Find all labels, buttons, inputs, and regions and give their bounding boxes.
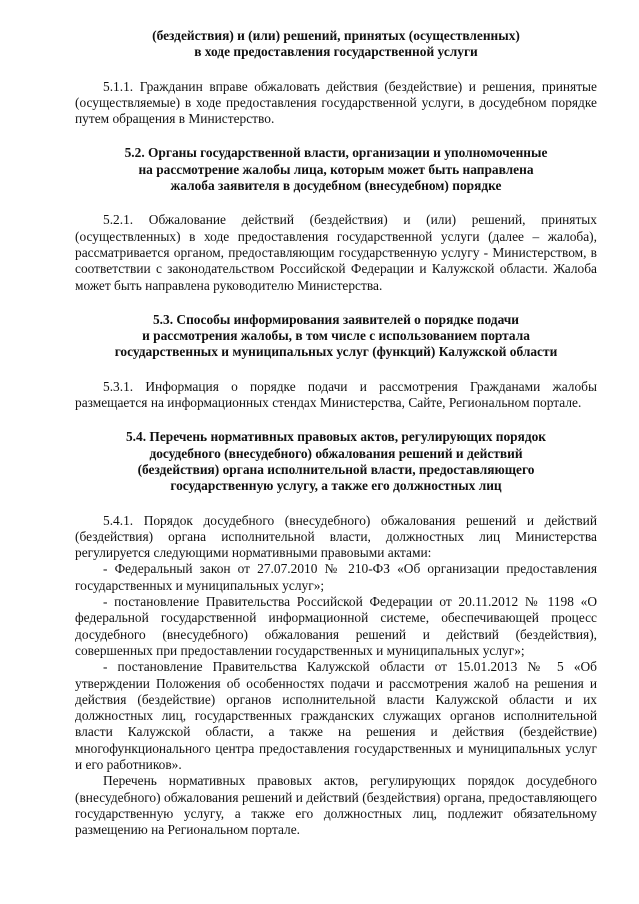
heading-line: 5.3. Способы информирования заявителей о порядке подачи: [152, 311, 519, 327]
section-5-2-heading: [75, 145, 597, 194]
top-heading: [75, 28, 597, 61]
heading-line: в ходе предоставления государственной услуги: [194, 44, 478, 60]
paragraph-5-4-1: 5.4.1. Порядок досудебного (внесудебного) обжалования решений и действий (бездействия) органа исполнительной власти, должностных лиц Министерства регулируется следующими нормативными правовыми актами:: [75, 512, 597, 561]
heading-line: жалоба заявителя в досудебном (внесудебном) порядке: [170, 178, 502, 194]
heading-line: (бездействия) и (или) решений, принятых (осуществленных): [152, 28, 520, 43]
list-item-act: - постановление Правительства Калужской области от 15.01.2013 № 5 «Об утверждении Положения об особенностях подачи и рассмотрения жалоб на решения и действия (бездействие) органов исполнительной власти Калужской области и их должностных лиц, государственных гражданских служащих органов исполнительной власти Калужской области, а также на решения и действия (бездействие) многофункционального центра предоставления государственных и муниципальных услуг и его работников».: [75, 659, 597, 772]
document-body: [75, 28, 597, 838]
paragraph-5-1-1: 5.1.1. Гражданин вправе обжаловать действия (бездействие) и решения, принятые (осуществляемые) в ходе предоставления государственной услуги, в досудебном порядке путем обращения в Министерство.: [75, 78, 597, 127]
heading-line: 5.2. Органы государственной власти, организации и уполномоченные: [124, 145, 548, 161]
heading-line: государственных и муниципальных услуг (функций) Калужской области: [114, 344, 558, 360]
list-item-act: - Федеральный закон от 27.07.2010 № 210-ФЗ «Об организации предоставления государственных и муниципальных услуг»;: [75, 561, 597, 593]
heading-line: государственную услугу, а также его должностных лиц: [170, 478, 502, 494]
heading-line: на рассмотрение жалобы лица, которым может быть направлена: [138, 161, 534, 177]
heading-line: (бездействия) органа исполнительной власти, предоставляющего: [137, 461, 535, 477]
heading-line: 5.4. Перечень нормативных правовых актов, регулирующих порядок: [125, 429, 547, 445]
paragraph-5-2-1: 5.2.1. Обжалование действий (бездействия) и (или) решений, принятых (осуществленных) в ходе предоставления государственной услуги (далее – жалоба), рассматривается органом, предоставляющим государственную услугу - Министерством, в соответствии с законодательством Российской Федерации и Калужской области. Жалоба может быть направлена руководителю Министерства.: [75, 212, 597, 293]
list-item-act: - постановление Правительства Российской Федерации от 20.11.2012 № 1198 «О федеральной государственной информационной системе, обеспечивающей процесс досудебного (внесудебного) обжалования решений и действий (бездействия), совершенных при предоставлении государственных и муниципальных услуг»;: [75, 594, 597, 658]
paragraph-final: Перечень нормативных правовых актов, регулирующих порядок досудебного (внесудебного) обжалования решений и действий (бездействия) органа, предоставляющего государственную услугу, а также его должностных лиц, подлежит обязательному размещению на Региональном портале.: [75, 773, 597, 838]
heading-line: досудебного (внесудебного) обжалования решений и действий: [149, 445, 523, 461]
heading-line: и рассмотрения жалобы, в том числе с использованием портала: [142, 328, 530, 344]
section-5-3-heading: [75, 312, 597, 361]
paragraph-5-3-1: 5.3.1. Информация о порядке подачи и рассмотрения Гражданами жалобы размещается на информационных стендах Министерства, Сайте, Региональном портале.: [75, 378, 597, 411]
section-5-4-heading: [75, 429, 597, 494]
